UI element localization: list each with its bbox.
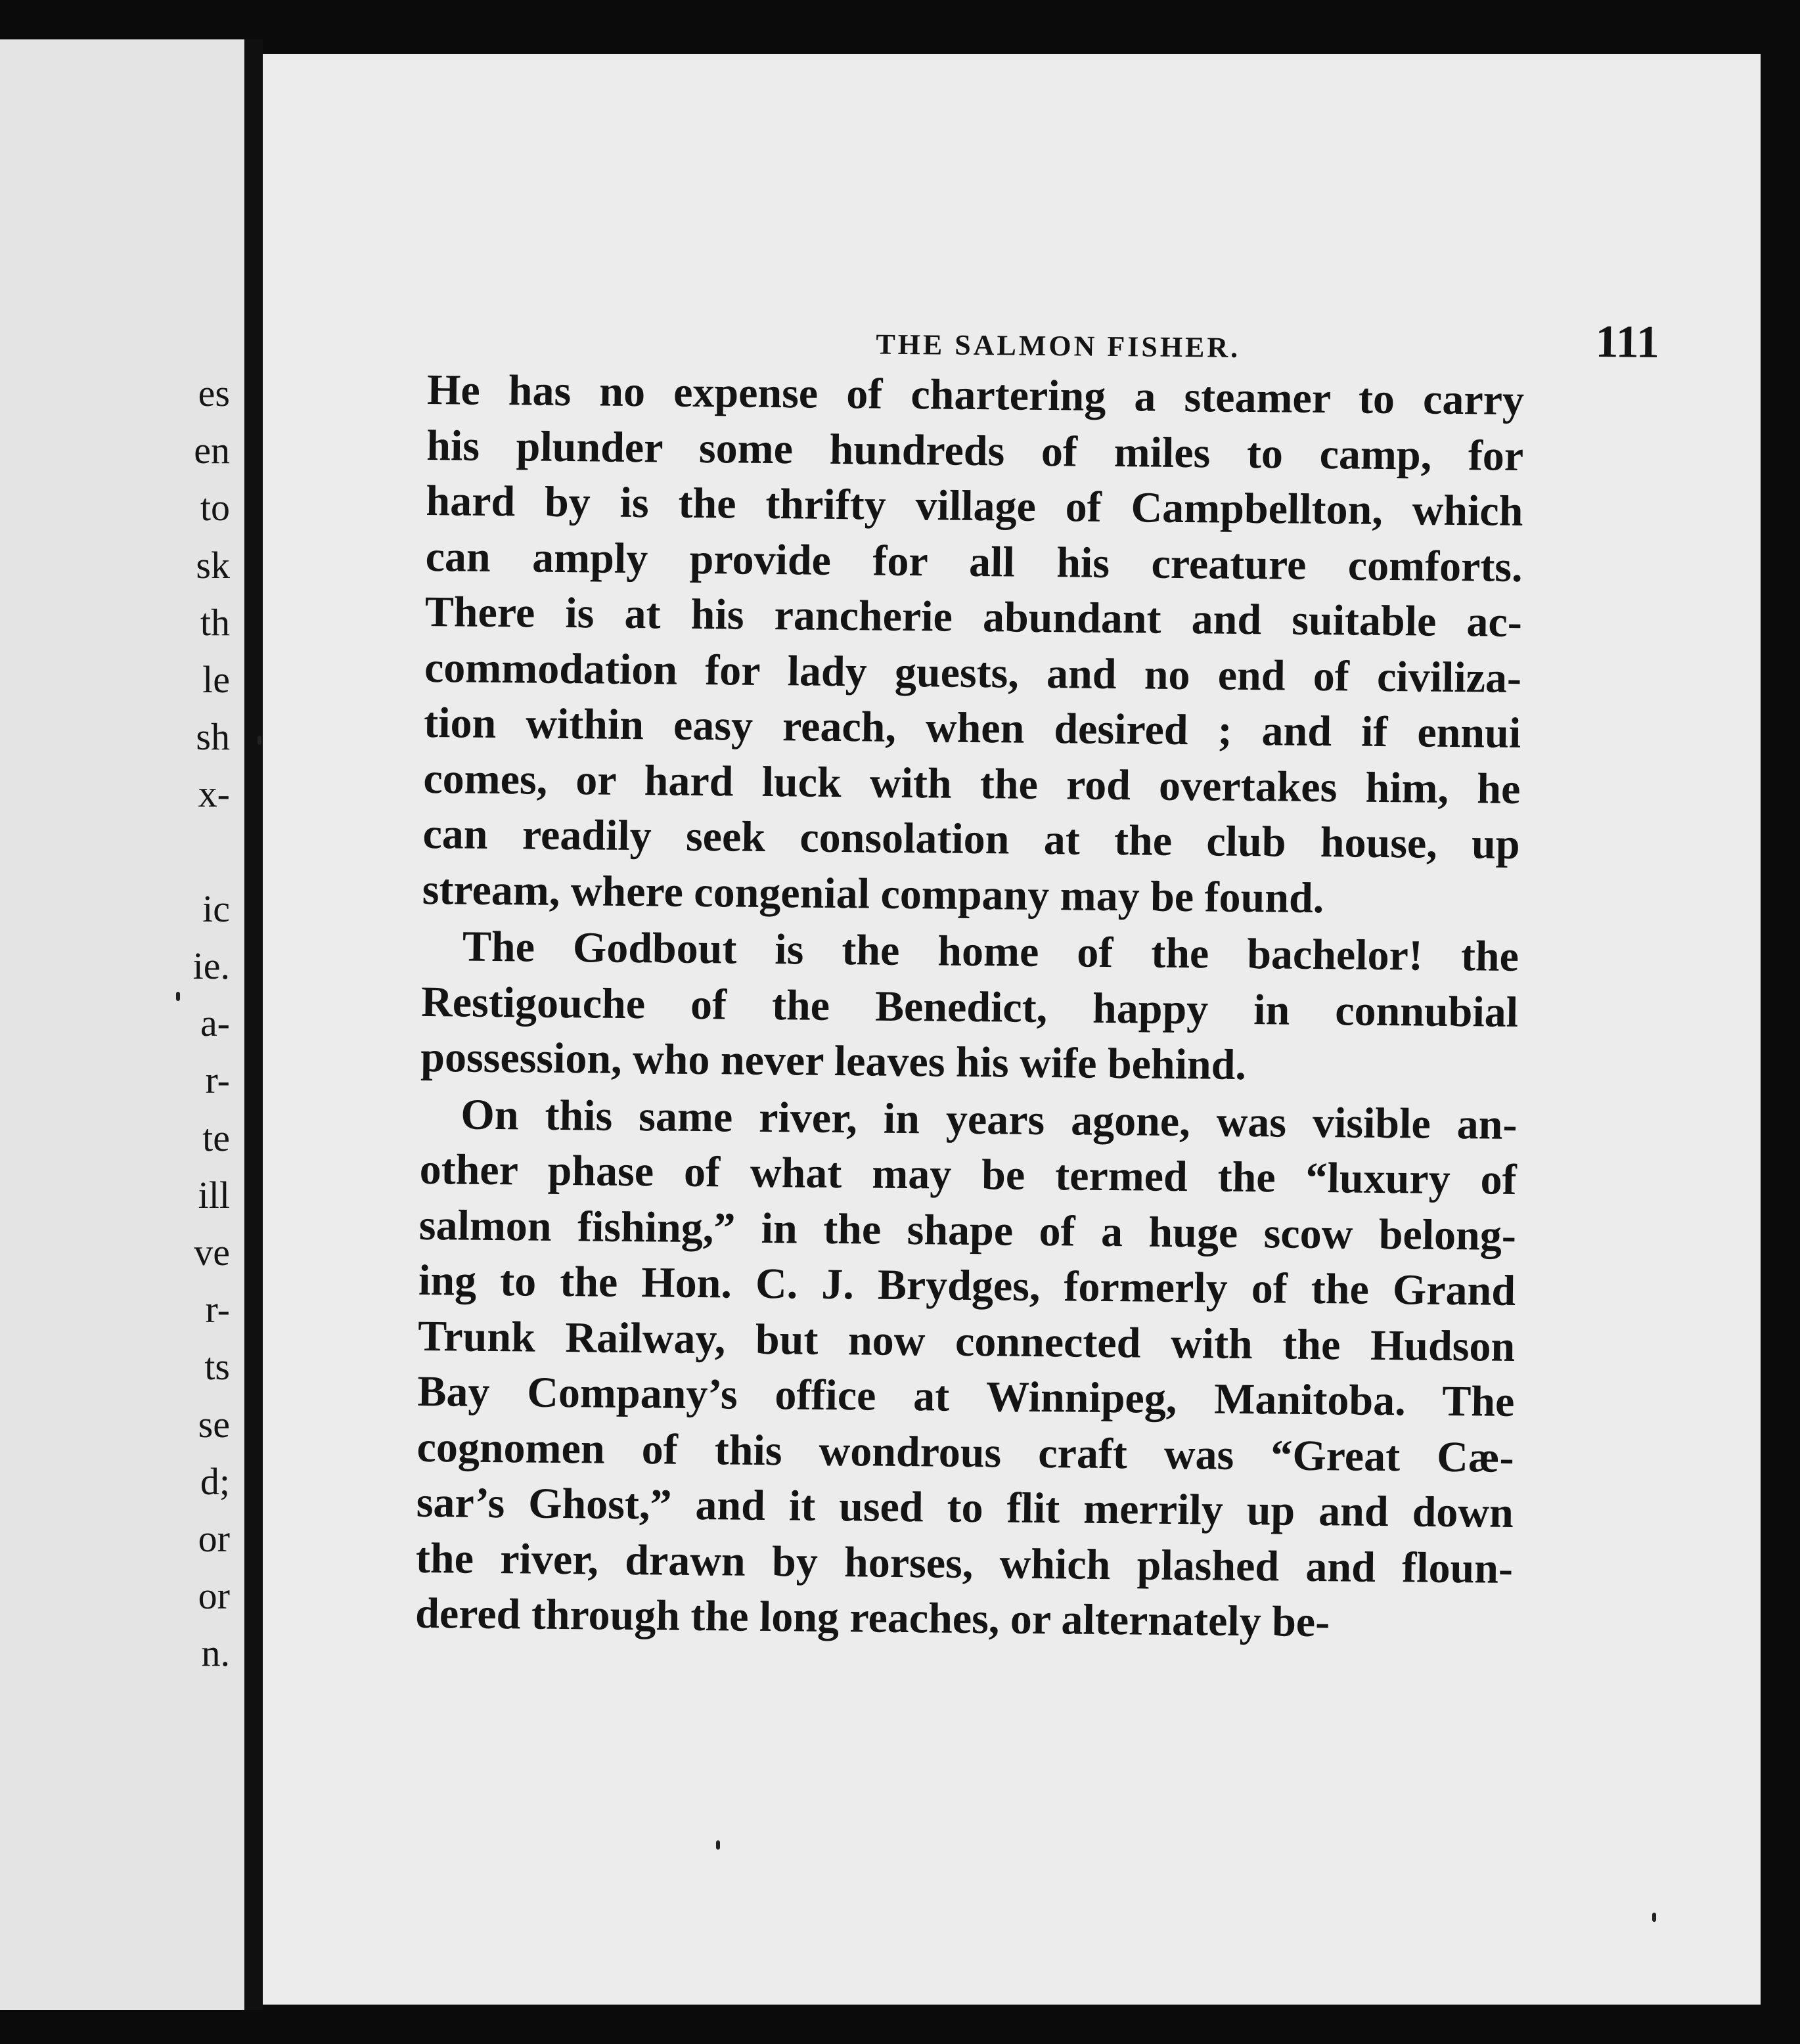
left-page-fragment: ie. <box>192 944 230 987</box>
left-page-fragment: x- <box>198 772 230 816</box>
paragraph <box>420 919 1519 1096</box>
text-line: cognomen of this wondrous craft was “Great Cæ- <box>416 1423 1514 1482</box>
text-line: comes, or hard luck with the rod overtakes him, he <box>423 754 1521 813</box>
text-line: On this same river, in years agone, was visible an- <box>461 1090 1518 1149</box>
text-line: The Godbout is the home of the bachelor! the <box>462 922 1519 981</box>
left-page-fragment: le <box>202 658 230 701</box>
text-line: dered through the long reaches, or alternately be- <box>415 1589 1330 1647</box>
running-title: THE SALMON FISHER. <box>876 328 1241 364</box>
text-line: his plunder some hundreds of miles to camp, for <box>426 421 1524 480</box>
left-page-edge <box>0 39 244 2010</box>
left-page-fragment: ic <box>202 887 230 930</box>
text-line: ing to the Hon. C. J. Brydges, formerly of the Grand <box>418 1256 1516 1315</box>
page-number: 111 <box>1595 317 1660 368</box>
text-line: He has no expense of chartering a steamer to carry <box>426 365 1525 425</box>
text-line: Bay Company’s office at Winnipeg, Manitoba. The <box>417 1367 1515 1426</box>
left-page-fragment: or <box>198 1517 230 1560</box>
text-line: commodation for lady guests, and no end of civiliza- <box>424 643 1522 702</box>
print-speck <box>716 1840 720 1850</box>
left-page-fragment: te <box>202 1116 230 1159</box>
left-page-fragment: r- <box>205 1059 230 1102</box>
text-line: stream, where congenial company may be found. <box>422 865 1324 922</box>
left-page-fragment: se <box>198 1402 230 1446</box>
text-line: hard by is the thrifty village of Campbellton, which <box>426 476 1523 535</box>
left-page-fragment: a- <box>200 1002 230 1045</box>
left-page-fragment: ts <box>204 1345 230 1389</box>
left-page-fragment: or <box>198 1574 230 1618</box>
text-line: sar’s Ghost,” and it used to flit merrily up and down <box>416 1478 1514 1537</box>
paragraph <box>415 1086 1518 1652</box>
text-line: other phase of what may be termed the “luxury of <box>419 1145 1517 1204</box>
left-page-fragment: n. <box>201 1632 230 1675</box>
left-page-fragment: d; <box>200 1459 230 1503</box>
left-page-fragment: sk <box>196 543 230 587</box>
left-page-fragment: en <box>194 429 230 472</box>
left-page-fragment: ill <box>198 1173 230 1216</box>
paragraph <box>422 363 1524 928</box>
page-content <box>415 54 1662 1647</box>
text-line: can amply provide for all his creature comforts. <box>425 532 1523 591</box>
text-line: tion within easy reach, when desired ; and if ennui <box>423 698 1521 757</box>
text-line: can readily seek consolation at the club house, up <box>422 809 1520 868</box>
page-gutter <box>244 39 263 2010</box>
text-line: possession, who never leaves his wife behind. <box>420 1033 1247 1089</box>
left-page-fragment: to <box>200 486 230 529</box>
left-page-fragment: sh <box>196 715 230 759</box>
book-page <box>263 54 1761 2005</box>
print-speck <box>258 736 261 745</box>
print-speck <box>1652 1913 1656 1922</box>
text-line: salmon fishing,” in the shape of a huge scow belong- <box>418 1201 1517 1260</box>
text-line: the river, drawn by horses, which plashed and floun- <box>415 1534 1514 1593</box>
text-line: Trunk Railway, but now connected with the Hudson <box>417 1312 1516 1371</box>
left-page-fragment: es <box>198 372 230 414</box>
scan-border <box>1761 39 1800 2044</box>
text-line: There is at his rancherie abundant and suitable ac- <box>424 587 1523 646</box>
left-page-fragment: r- <box>205 1288 230 1331</box>
text-line: Restigouche of the Benedict, happy in connubial <box>420 977 1519 1036</box>
print-speck <box>176 992 180 1001</box>
left-page-fragment: th <box>200 600 230 644</box>
page-header <box>428 297 1660 368</box>
left-page-fragment: ve <box>194 1231 230 1274</box>
body-text <box>415 363 1525 1653</box>
